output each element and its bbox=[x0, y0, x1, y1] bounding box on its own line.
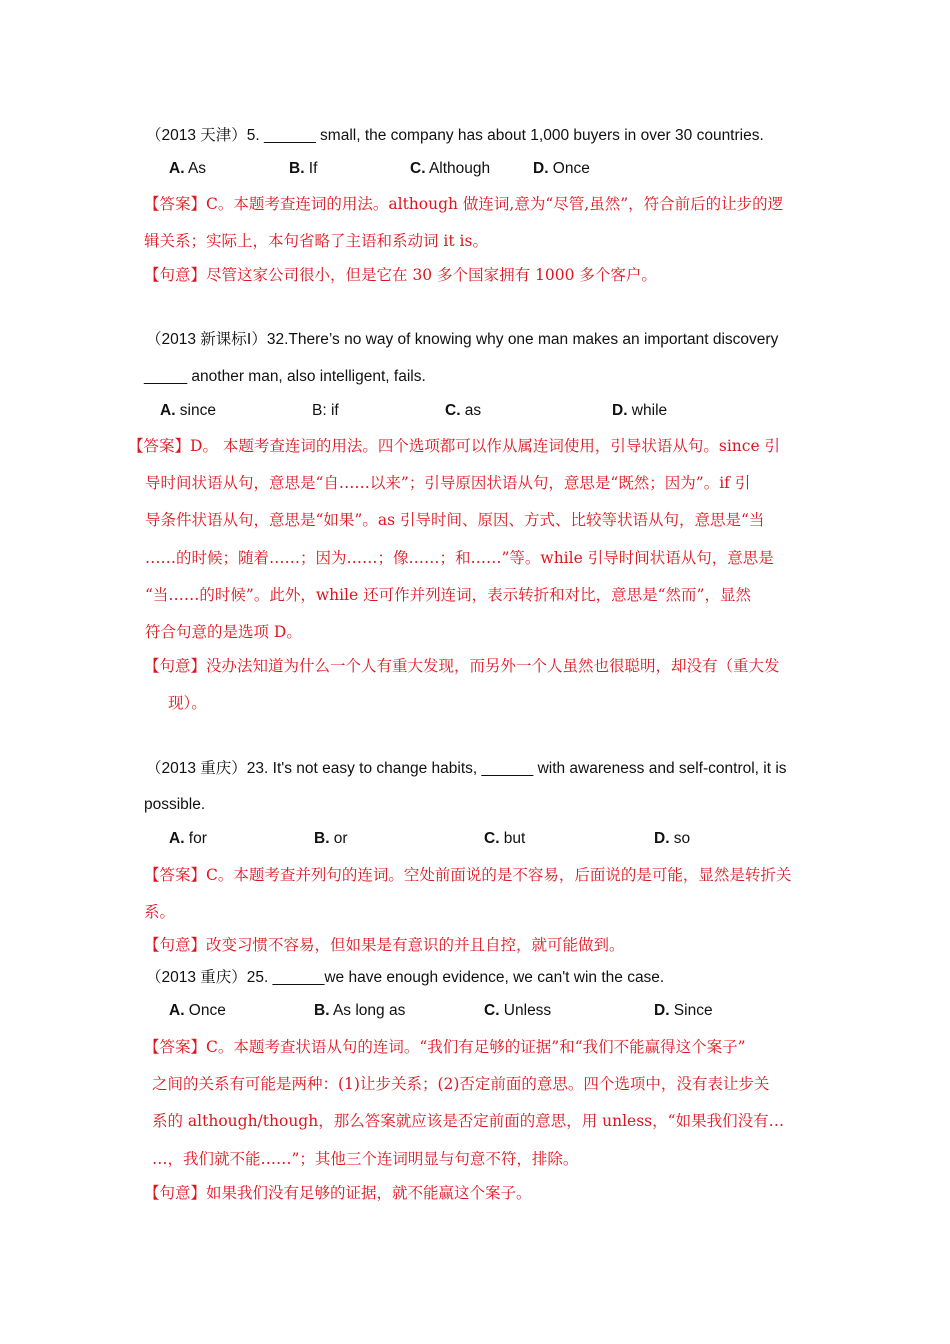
q2-option-c bbox=[445, 401, 481, 421]
q2-stem-line-1: （2013 新课标Ⅰ）32.There’s no way of knowing why one man makes an important discovery bbox=[146, 331, 779, 348]
option-text: Since bbox=[669, 1002, 713, 1019]
q4-option-c bbox=[484, 1001, 551, 1021]
q3-option-d bbox=[654, 829, 690, 849]
q4-stem: （2013 重庆）25. ______we have enough evidence, we can't win the case. bbox=[146, 969, 665, 986]
meaning-label: 【句意】 bbox=[144, 266, 207, 284]
q4-option-b bbox=[314, 1001, 405, 1021]
answer-text: C。本题考查状语从句的连词。“我们有足够的证据”和“我们不能赢得这个案子” bbox=[206, 1038, 746, 1056]
answer-text: C。本题考查并列句的连词。空处前面说的是不容易，后面说的是可能，显然是转折关 bbox=[206, 866, 792, 884]
q3-answer-line-1 bbox=[144, 865, 791, 885]
q2-answer-line-3: 导条件状语从句，意思是“如果”。as 引导时间、原因、方式、比较等状语从句，意思是“当 bbox=[145, 511, 765, 529]
q2-option-b bbox=[312, 401, 339, 421]
q1-answer-line-2: 辑关系；实际上，本句省略了主语和系动词 it is。 bbox=[144, 232, 488, 250]
option-letter: D. bbox=[533, 160, 549, 177]
q2-answer-line-4: ……的时候；随着……；因为……；像……；和……”等。while 引导时间状语从句，意思是 bbox=[145, 549, 774, 567]
q4-option-d bbox=[654, 1001, 713, 1021]
answer-label: 【答案】 bbox=[144, 195, 207, 213]
option-letter: C. bbox=[484, 1002, 500, 1019]
option-text: since bbox=[175, 402, 216, 419]
option-letter: C. bbox=[445, 402, 461, 419]
q1-answer-line-1 bbox=[144, 194, 783, 214]
meaning-label: 【句意】 bbox=[144, 936, 207, 954]
answer-label: 【答案】 bbox=[128, 437, 191, 455]
option-letter: B. bbox=[314, 1002, 330, 1019]
q2-meaning-line-2: 现）。 bbox=[168, 694, 207, 712]
option-letter: B: bbox=[312, 402, 327, 419]
option-letter: C. bbox=[484, 830, 500, 847]
option-text: or bbox=[329, 830, 348, 847]
option-text: as bbox=[460, 402, 482, 419]
meaning-text: 尽管这家公司很小，但是它在 30 多个国家拥有 1000 多个客户。 bbox=[206, 266, 657, 284]
q4-option-a bbox=[169, 1001, 226, 1021]
q3-stem-line-1: （2013 重庆）23. It's not easy to change habits, ______ with awareness and self-control, it is bbox=[146, 760, 787, 777]
meaning-label: 【句意】 bbox=[144, 657, 207, 675]
q2-answer-line-5: “当……的时候”。此外，while 还可作并列连词，表示转折和对比，意思是“然而”，显然 bbox=[145, 586, 751, 604]
q1-option-c bbox=[410, 159, 490, 179]
option-text: but bbox=[499, 830, 526, 847]
q3-option-b bbox=[314, 829, 348, 849]
q2-stem-line-2: _____ another man, also intelligent, fails. bbox=[144, 368, 426, 385]
q2-answer-line-2: 导时间状语从句，意思是“自……以来”；引导原因状语从句，意思是“既然；因为”。if 引 bbox=[145, 474, 751, 492]
q4-answer-line-3: 系的 although/though，那么答案就应该是否定前面的意思，用 unless，“如果我们没有… bbox=[152, 1112, 785, 1130]
q2-option-a bbox=[160, 401, 216, 421]
answer-text: D。 本题考查连词的用法。四个选项都可以作从属连词使用，引导状语从句。since 引 bbox=[190, 437, 781, 455]
answer-text: C。本题考查连词的用法。although 做连词,意为“尽管,虽然”，符合前后的让步的逻 bbox=[206, 195, 784, 213]
meaning-text: 改变习惯不容易，但如果是有意识的并且自控，就可能做到。 bbox=[206, 936, 625, 954]
option-text: As bbox=[184, 160, 207, 177]
option-text: If bbox=[304, 160, 318, 177]
q1-option-d bbox=[533, 159, 590, 179]
q2-meaning-line-1 bbox=[144, 656, 780, 676]
q3-meaning bbox=[144, 935, 625, 955]
option-letter: A. bbox=[169, 1002, 185, 1019]
q4-answer-line-2: 之间的关系有可能是两种：(1)让步关系；(2)否定前面的意思。四个选项中，没有表让步关 bbox=[152, 1075, 770, 1093]
q1-meaning bbox=[144, 265, 657, 285]
option-letter: D. bbox=[612, 402, 628, 419]
option-letter: A. bbox=[160, 402, 176, 419]
option-text: while bbox=[627, 402, 668, 419]
meaning-label: 【句意】 bbox=[144, 1184, 207, 1202]
q2-answer-line-1 bbox=[128, 436, 780, 456]
option-letter: C. bbox=[410, 160, 426, 177]
option-text: so bbox=[669, 830, 691, 847]
q3-answer-line-2: 系。 bbox=[144, 903, 176, 921]
option-text: Once bbox=[184, 1002, 226, 1019]
q3-option-c bbox=[484, 829, 525, 849]
q1-option-b bbox=[289, 159, 317, 179]
q3-option-a bbox=[169, 829, 207, 849]
answer-label: 【答案】 bbox=[144, 1038, 207, 1056]
option-text: if bbox=[326, 402, 339, 419]
option-text: for bbox=[184, 830, 207, 847]
option-letter: D. bbox=[654, 830, 670, 847]
q3-stem-line-2: possible. bbox=[144, 796, 206, 813]
option-letter: A. bbox=[169, 830, 185, 847]
q4-answer-line-4: …，我们就不能……”；其他三个连词明显与句意不符，排除。 bbox=[152, 1150, 579, 1168]
q1-option-a bbox=[169, 159, 206, 179]
option-letter: D. bbox=[654, 1002, 670, 1019]
option-text: As long as bbox=[329, 1002, 406, 1019]
q2-option-d bbox=[612, 401, 667, 421]
option-letter: B. bbox=[289, 160, 305, 177]
option-text: Although bbox=[425, 160, 491, 177]
option-letter: A. bbox=[169, 160, 185, 177]
meaning-text: 如果我们没有足够的证据，就不能赢这个案子。 bbox=[206, 1184, 532, 1202]
meaning-text: 没办法知道为什么一个人有重大发现，而另外一个人虽然也很聪明，却没有（重大发 bbox=[206, 657, 780, 675]
q2-answer-line-6: 符合句意的是选项 D。 bbox=[145, 623, 302, 641]
option-text: Unless bbox=[499, 1002, 552, 1019]
answer-label: 【答案】 bbox=[144, 866, 207, 884]
q4-meaning bbox=[144, 1183, 532, 1203]
option-letter: B. bbox=[314, 830, 330, 847]
q4-answer-line-1 bbox=[144, 1037, 746, 1057]
q1-stem: （2013 天津）5. ______ small, the company has about 1,000 buyers in over 30 countries. bbox=[146, 127, 764, 144]
option-text: Once bbox=[548, 160, 590, 177]
